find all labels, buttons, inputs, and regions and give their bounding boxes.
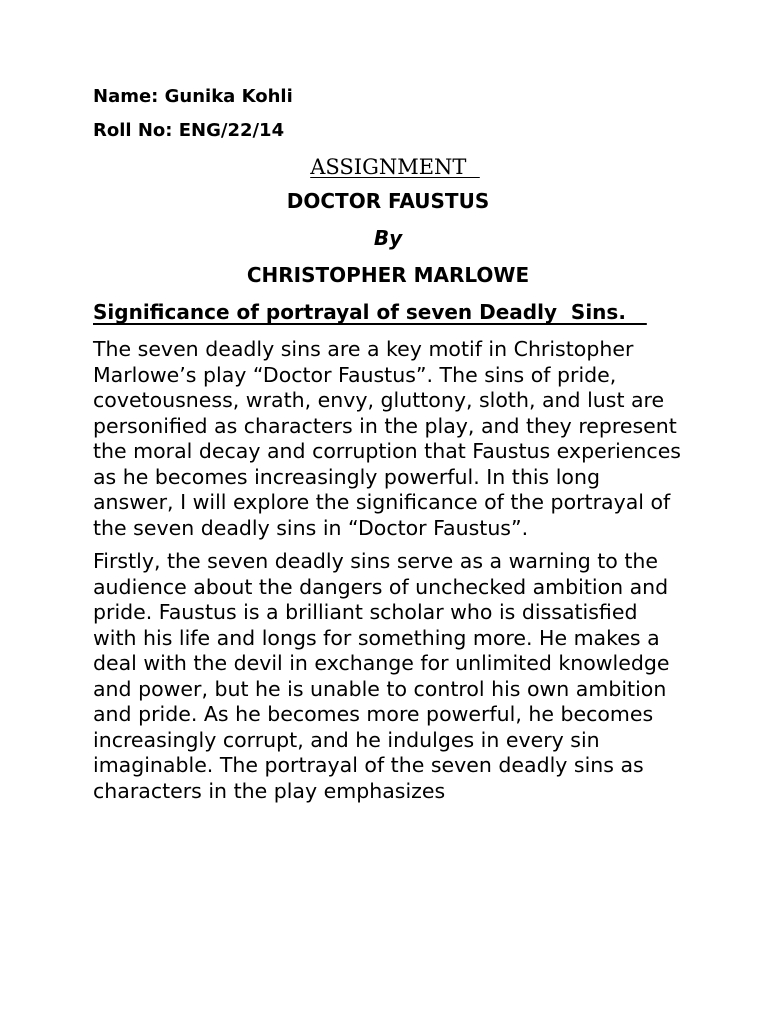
assignment-heading xyxy=(93,152,683,182)
student-name: Name: Gunika Kohli xyxy=(93,86,293,107)
roll-number: Roll No: ENG/22/14 xyxy=(93,120,285,141)
play-title: DOCTOR FAUSTUS xyxy=(286,189,490,213)
paragraph-2: Firstly, the seven deadly sins serve as a warning to the audience about the dangers of unchecked ambition and pride. Faustus is a brilliant scholar who is dissatisfied with his life and longs for something more. He makes a deal with the devil in exchange for unlimited knowledge and power, but he is unable to control his own ambition and pride. As he becomes more powerful, he becomes increasingly corrupt, and he indulges in every sin imaginable. The portrayal of the seven deadly sins as characters in the play emphasizes xyxy=(93,549,670,803)
author-name: CHRISTOPHER MARLOWE xyxy=(246,263,530,287)
document-body xyxy=(93,84,683,812)
by-line: By xyxy=(373,226,403,250)
section-heading: Significance of portrayal of seven Deadly Sins. xyxy=(93,300,647,324)
paragraph-1: The seven deadly sins are a key motif in Christopher Marlowe’s play “Doctor Faustus”. The sins of pride, covetousness, wrath, envy, gluttony, sloth, and lust are personified as characters in the play, and they represent the moral decay and corruption that Faustus experiences as he becomes increasingly powerful. In this long answer, I will explore the significance of the portrayal of the seven deadly sins in “Doctor Faustus”. xyxy=(93,337,681,540)
assignment-label: ASSIGNMENT xyxy=(310,155,480,179)
